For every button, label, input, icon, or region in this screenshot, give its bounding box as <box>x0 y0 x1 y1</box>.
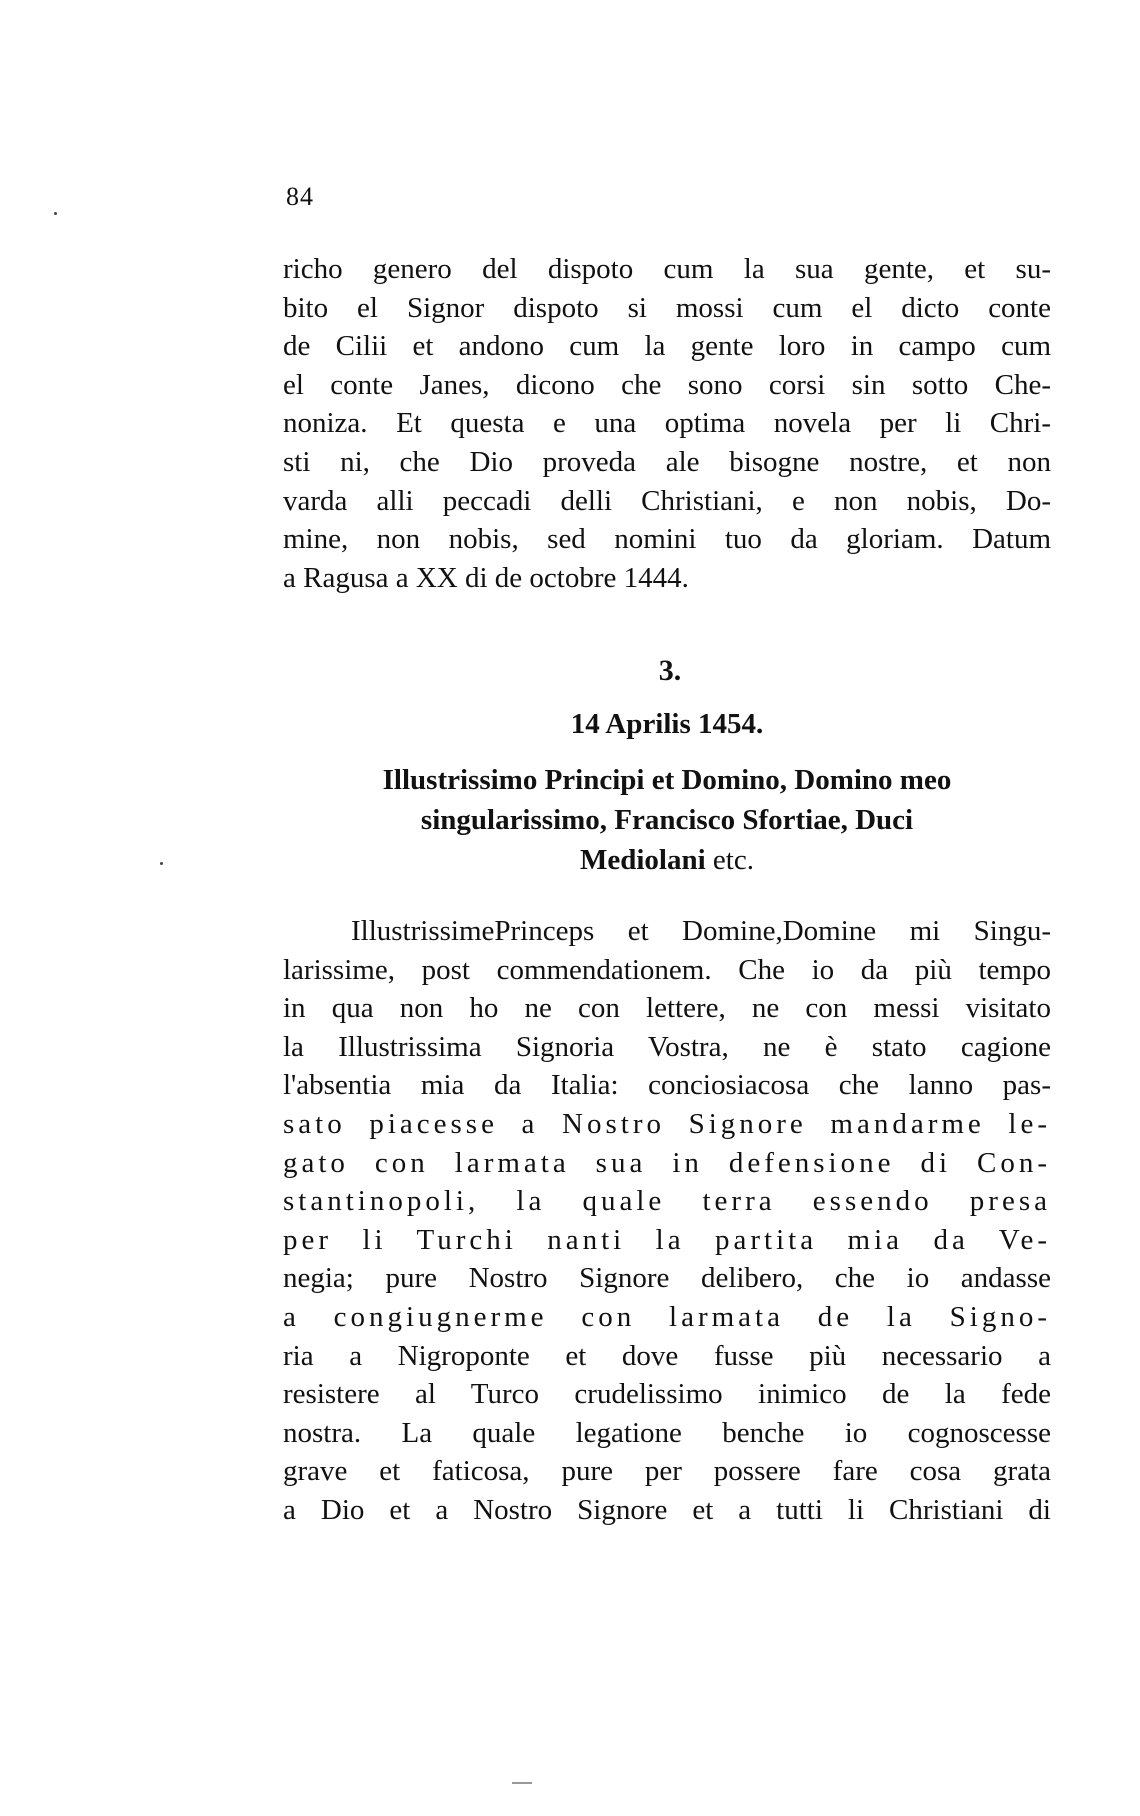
text-line: a Dio et a Nostro Signore et a tutti li Christiani di <box>283 1493 1051 1526</box>
text-line: sti ni, che Dio proveda ale bisogne nostre, et non <box>283 445 1051 478</box>
address-line: Illustrissimo Principi et Domino, Domino meo <box>382 764 952 796</box>
text-line: a congiugnerme con larmata de la Signo- <box>283 1300 1051 1333</box>
text-line: noniza. Et questa e una optima novela per li Chri- <box>283 407 1051 440</box>
text-line: a Ragusa a XX di de octobre 1444. <box>283 561 689 594</box>
text-line: in qua non ho ne con lettere, ne con messi visitato <box>283 992 1051 1025</box>
letter-address <box>283 760 1051 880</box>
letter-date: 14 Aprilis 1454. <box>570 708 764 740</box>
text-line: la Illustrissima Signoria Vostra, ne è stato cagione <box>283 1030 1051 1063</box>
page-number: 84 <box>286 182 314 211</box>
previous-letter-ending <box>283 250 1051 597</box>
address-normal: etc. <box>712 844 754 876</box>
text-line: gato con larmata sua in defensione di Con- <box>283 1146 1051 1179</box>
letter-number: 3. <box>658 654 682 687</box>
text-line: bito el Signor dispoto si mossi cum el dicto conte <box>283 291 1051 324</box>
text-line: negia; pure Nostro Signore delibero, che io andasse <box>283 1262 1051 1295</box>
text-line: de Cilii et andono cum la gente loro in campo cum <box>283 330 1051 363</box>
text-line: mine, non nobis, sed nomini tuo da gloriam. Datum <box>283 523 1051 556</box>
text-line: varda alli peccadi delli Christiani, e non nobis, Do- <box>283 484 1051 517</box>
text-line: richo genero del dispoto cum la sua gente, et su- <box>283 253 1051 285</box>
print-mark <box>512 1782 532 1784</box>
address-line: singularissimo, Francisco Sfortiae, Duci <box>420 804 914 836</box>
address-line <box>283 840 1051 880</box>
text-line: per li Turchi nanti la partita mia da Ve- <box>283 1223 1051 1256</box>
text-line: el conte Janes, dicono che sono corsi sin sotto Che- <box>283 368 1051 401</box>
text-line: l'absentia mia da Italia: conciosiacosa che lanno pas- <box>283 1069 1051 1102</box>
text-line: nostra. La quale legatione benche io cognoscesse <box>283 1416 1051 1449</box>
text-line: stantinopoli, la quale terra essendo presa <box>283 1185 1051 1218</box>
text-line: IllustrissimePrinceps et Domine,Domine mi Singu- <box>351 915 1051 947</box>
print-speck <box>54 212 57 215</box>
address-bold: Mediolani <box>580 844 706 876</box>
print-speck <box>160 862 163 865</box>
text-line: resistere al Turco crudelissimo inimico de la fede <box>283 1378 1051 1411</box>
text-line: sato piacesse a Nostro Signore mandarme le- <box>283 1107 1051 1140</box>
letter-body <box>283 912 1051 1530</box>
text-line: ria a Nigroponte et dove fusse più necessario a <box>283 1339 1051 1372</box>
text-line: larissime, post commendationem. Che io da più tempo <box>283 953 1051 986</box>
text-line: grave et faticosa, pure per possere fare cosa grata <box>283 1455 1051 1488</box>
